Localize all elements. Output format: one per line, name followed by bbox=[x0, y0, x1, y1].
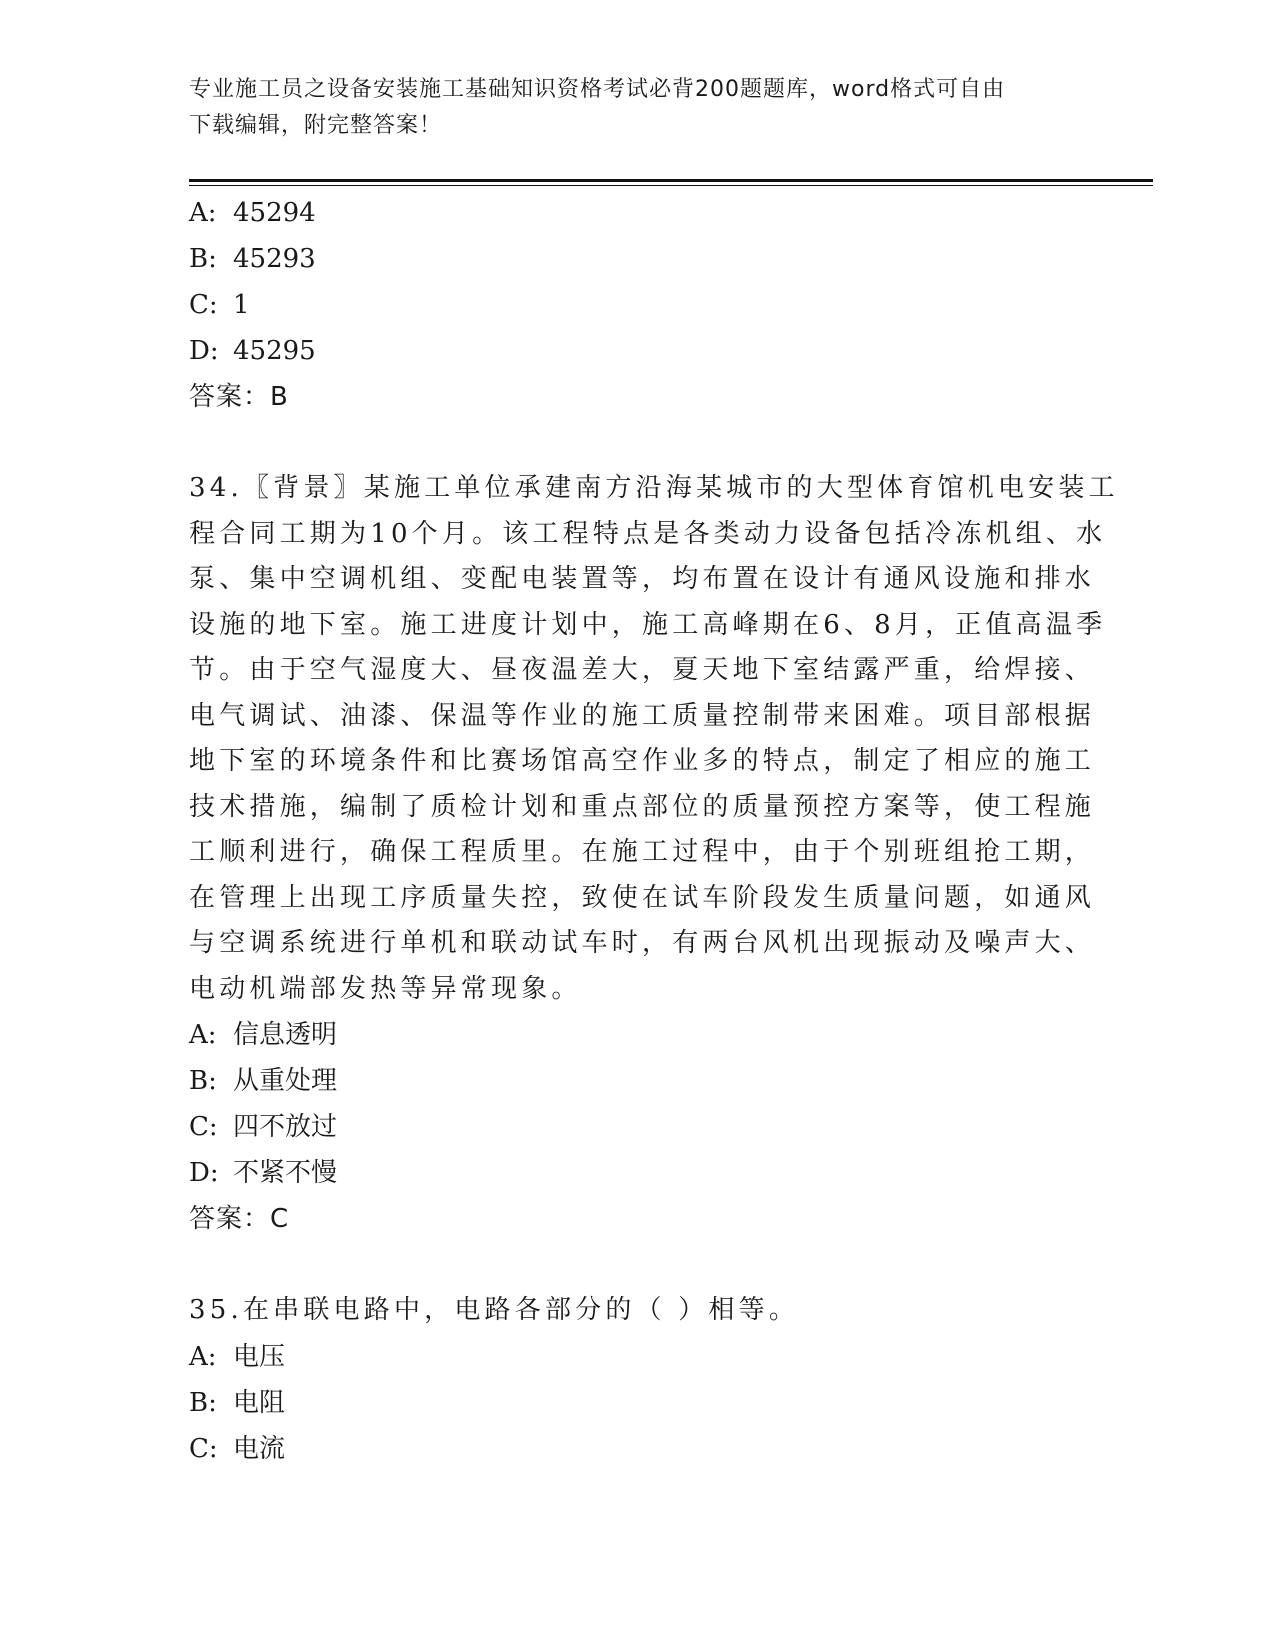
question-34 bbox=[189, 466, 1119, 1242]
option-text: 电压 bbox=[233, 1342, 286, 1372]
stem-line: 设施的地下室。施工进度计划中，施工高峰期在6、8月，正值高温季 bbox=[189, 609, 1107, 640]
option-a bbox=[189, 1334, 1069, 1380]
answer-line: 答案：C bbox=[189, 1204, 290, 1234]
question-33 bbox=[189, 190, 1069, 420]
option-b bbox=[189, 1058, 1069, 1104]
option-text: 45293 bbox=[233, 244, 316, 274]
option-letter: A: bbox=[189, 198, 217, 228]
question-35 bbox=[189, 1288, 1069, 1472]
option-letter: D: bbox=[189, 336, 219, 366]
stem-line: 节。由于空气湿度大、昼夜温差大，夏天地下室结露严重，给焊接、 bbox=[189, 655, 1096, 685]
option-letter: B: bbox=[189, 1388, 217, 1418]
option-d bbox=[189, 328, 1069, 374]
option-letter: B: bbox=[189, 244, 217, 274]
option-text: 电流 bbox=[233, 1434, 286, 1464]
option-c bbox=[189, 282, 1069, 328]
stem-line: 程合同工期为10个月。该工程特点是各类动力设备包括冷冻机组、水 bbox=[189, 518, 1107, 549]
option-letter: C: bbox=[189, 290, 218, 320]
stem-line: 电气调试、油漆、保温等作业的施工质量控制带来困难。项目部根据 bbox=[189, 700, 1096, 731]
option-a bbox=[189, 1012, 1069, 1058]
option-text: 不紧不慢 bbox=[233, 1158, 338, 1188]
question-gap bbox=[189, 420, 1069, 466]
option-letter: C: bbox=[189, 1112, 218, 1142]
option-c bbox=[189, 1104, 1069, 1150]
option-b bbox=[189, 1380, 1069, 1426]
option-text: 从重处理 bbox=[233, 1066, 338, 1096]
document-body bbox=[189, 190, 1119, 1472]
stem-line: 地下室的环境条件和比赛场馆高空作业多的特点，制定了相应的施工 bbox=[189, 746, 1096, 776]
question-gap bbox=[189, 1242, 1069, 1288]
option-text: 信息透明 bbox=[233, 1020, 338, 1050]
option-letter: C: bbox=[189, 1434, 218, 1464]
option-text: 电阻 bbox=[233, 1388, 286, 1418]
question-stem: 35.在串联电路中，电路各部分的（ ）相等。 bbox=[189, 1295, 800, 1325]
question-stem bbox=[189, 466, 1119, 1012]
option-text: 45294 bbox=[233, 198, 316, 228]
header-line-2: 下载编辑，附完整答案！ bbox=[189, 113, 443, 138]
stem-line: 在管理上出现工序质量失控，致使在试车阶段发生质量问题，如通风 bbox=[189, 882, 1096, 913]
stem-line: 电动机端部发热等异常现象。 bbox=[189, 973, 582, 1004]
option-letter: B: bbox=[189, 1066, 217, 1096]
header-line-1: 专业施工员之设备安装施工基础知识资格考试必背200题题库，word格式可自由 bbox=[189, 77, 1006, 102]
option-text: 四不放过 bbox=[233, 1112, 338, 1142]
option-letter: A: bbox=[189, 1342, 217, 1372]
document-header bbox=[189, 72, 1069, 144]
stem-line: 技术措施，编制了质检计划和重点部位的质量预控方案等，使工程施 bbox=[189, 791, 1096, 822]
option-a bbox=[189, 190, 1069, 236]
stem-line: 泵、集中空调机组、变配电装置等，均布置在设计有通风设施和排水 bbox=[189, 564, 1096, 594]
option-text: 1 bbox=[233, 290, 250, 320]
option-letter: D: bbox=[189, 1158, 219, 1188]
stem-line: 工顺利进行，确保工程质里。在施工过程中，由于个别班组抢工期， bbox=[189, 837, 1096, 867]
option-c bbox=[189, 1426, 1069, 1472]
header-rule-thin bbox=[189, 185, 1153, 186]
stem-line: 34.〖背景〗某施工单位承建南方沿海某城市的大型体育馆机电安装工 bbox=[189, 473, 1119, 503]
option-d bbox=[189, 1150, 1069, 1196]
stem-line: 与空调系统进行单机和联动试车时，有两台风机出现振动及噪声大、 bbox=[189, 928, 1096, 958]
header-rule-thick bbox=[189, 179, 1153, 182]
option-text: 45295 bbox=[233, 336, 316, 366]
answer-line: 答案：B bbox=[189, 382, 289, 412]
option-b bbox=[189, 236, 1069, 282]
option-letter: A: bbox=[189, 1020, 217, 1050]
